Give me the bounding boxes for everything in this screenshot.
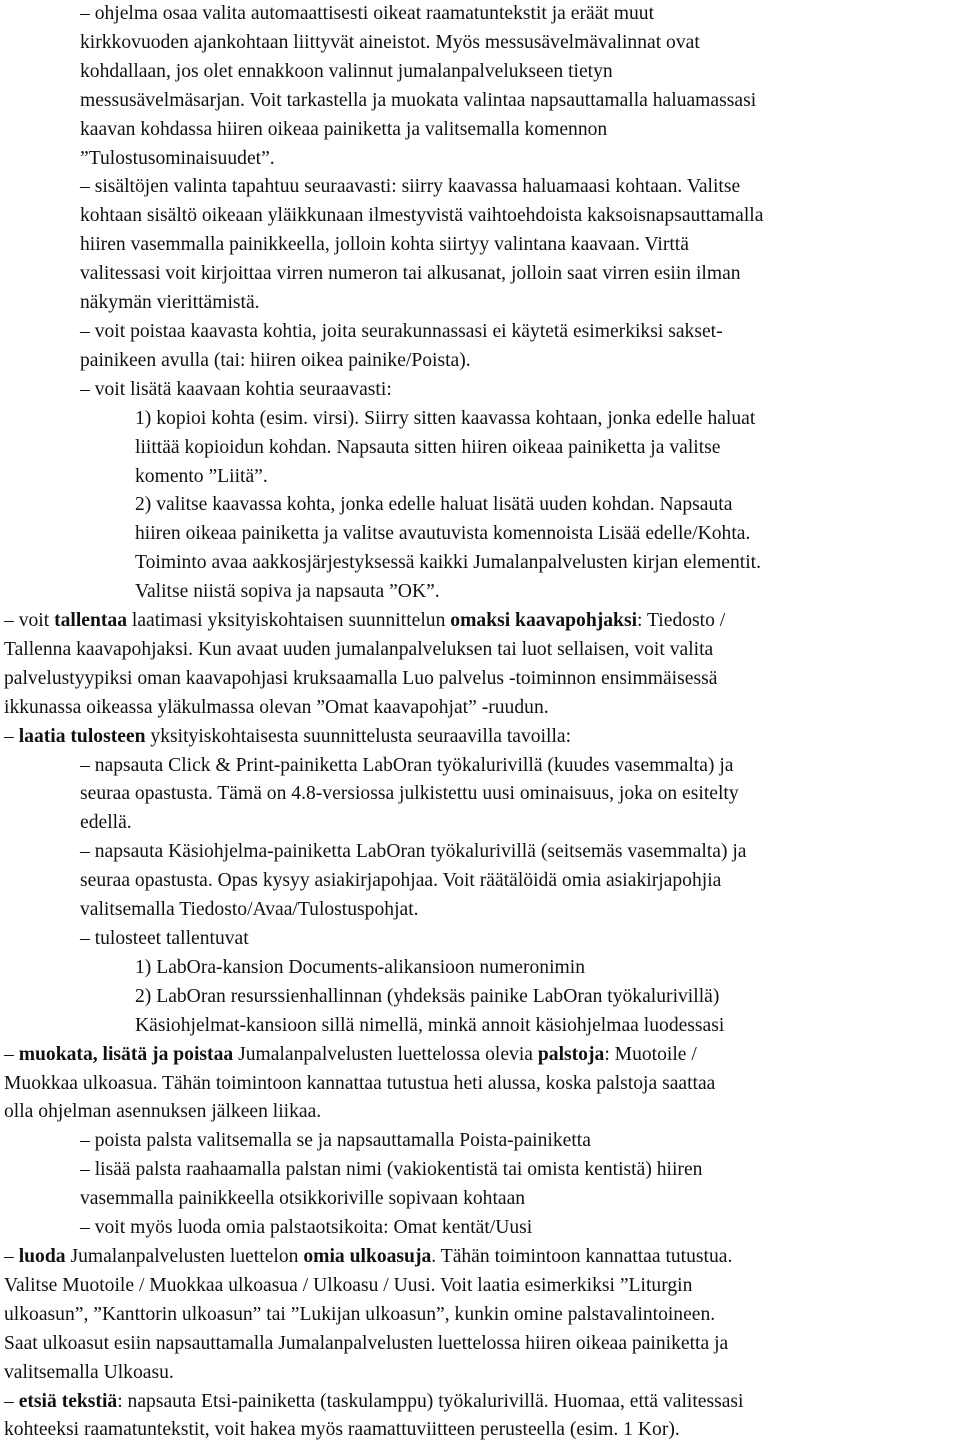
text-run: valitsemalla Tiedosto/Avaa/Tulostuspohjat. [80,899,419,921]
text-run: komento ”Liitä”. [135,465,268,487]
text-run: – voit [4,610,55,632]
paragraph-b17-start [0,1243,960,1272]
paragraph-b17-line [0,1359,960,1388]
text-run: – voit lisätä kaavaan kohtia seuraavasti: [80,378,392,400]
paragraph-b11-start [0,925,960,954]
paragraph-b13-line [0,1098,960,1127]
text-run: messusävelmäsarjan. Voit tarkastella ja muokata valintaa napsauttamalla haluamassasi [80,89,757,111]
paragraph-b2-line [0,260,960,289]
text-run: – sisältöjen valinta tapahtuu seuraavasti: siirry kaavassa haluamaasi kohtaan. Valitse [80,176,741,198]
paragraph-b15-line [0,1185,960,1214]
text-run: Muokkaa ulkoasua. Tähän toimintoon kannattaa tutustua heti alussa, koska palstoja saattaa [4,1072,716,1094]
paragraph-b3-line [0,347,960,376]
text-run: Käsiohjelmat-kansioon sillä nimellä, minkä annoit käsiohjelmaa luodessasi [135,1014,725,1036]
text-run: kohtaan sisältö oikeaan yläikkunaan ilmestyvistä vaihtoehdoista kaksoisnapsauttamalla [80,205,764,227]
text-run: valitessasi voit kirjoittaa virren numeron tai alkusanat, jolloin saat virren esiin ilman [80,263,741,285]
text-run: – poista palsta valitsemalla se ja napsauttamalla Poista-painiketta [80,1130,591,1152]
text-run: – napsauta Käsiohjelma-painiketta LabOran työkalurivillä (seitsemäs vasemmalta) ja [80,841,747,863]
paragraph-b1-line [0,116,960,145]
paragraph-b17-line [0,1272,960,1301]
paragraph-b18-line [0,1416,960,1445]
bold-term: etsiä tekstiä [18,1390,118,1412]
bold-term: luoda [18,1245,66,1267]
text-run: kirkkovuoden ajankohtaan liittyvät aineistot. Myös messusävelmävalinnat ovat [80,31,700,53]
paragraph-b2-start [0,173,960,202]
paragraph-b4-start [0,376,960,405]
paragraph-b7-start [0,607,960,636]
bold-term: omia ulkoasuja [303,1245,432,1267]
paragraph-b6-line [0,520,960,549]
text-run: : Muotoile / [604,1043,697,1065]
paragraph-b5-line [0,434,960,463]
text-run: Jumalanpalvelusten luettelossa olevia [233,1043,538,1065]
paragraph-b5-start [0,405,960,434]
paragraph-b12-line [0,983,960,1012]
text-run: – voit poistaa kaavasta kohtia, joita seurakunnassasi ei käytetä esimerkiksi sakset- [80,320,723,342]
paragraph-b2-line [0,289,960,318]
paragraph-b15-start [0,1156,960,1185]
bold-term: tallentaa [54,610,127,632]
paragraph-b7-line [0,694,960,723]
paragraph-b9-line [0,780,960,809]
text-run: – napsauta Click & Print-painiketta LabOran työkalurivillä (kuudes vasemmalta) ja [80,754,734,776]
text-run: – tulosteet tallentuvat [80,928,249,949]
paragraph-b10-start [0,838,960,867]
paragraph-b1-start [0,0,960,29]
paragraph-b9-line [0,809,960,838]
text-run: painikeen avulla (tai: hiiren oikea painike/Poista). [80,349,471,371]
text-run: näkymän vierittämistä. [80,292,260,314]
text-run: hiiren oikeaa painiketta ja valitse avautuvista komennoista Lisää edelle/Kohta. [135,523,751,545]
text-run: – [4,1043,19,1065]
paragraph-b7-line [0,636,960,665]
text-run: edellä. [80,812,132,834]
text-run: liittää kopioidun kohdan. Napsauta sitten hiiren oikeaa painiketta ja valitse [135,436,721,458]
paragraph-b3-start [0,318,960,347]
text-run: – ohjelma osaa valita automaattisesti oikeat raamatuntekstit ja eräät muut [80,3,655,24]
text-run: Saat ulkoasut esiin napsauttamalla Jumalanpalvelusten luettelossa hiiren oikeaa painiketta ja [4,1332,729,1354]
bold-term: laatia tulosteen [18,725,146,747]
text-run: Valitse niistä sopiva ja napsauta ”OK”. [135,581,440,603]
paragraph-b14-start [0,1127,960,1156]
text-run: ulkoasun”, ”Kanttorin ulkoasun” tai ”Lukijan ulkoasun”, kunkin omine palstavalintoineen. [4,1303,716,1325]
text-run: hiiren vasemmalla painikkeella, jolloin kohta siirtyy valintana kaavaan. Virttä [80,234,689,256]
text-run: palvelustyypiksi oman kaavapohjasi kruksaamalla Luo palvelus -toiminnon ensimmäisessä [4,667,718,689]
bold-term: muokata, lisätä ja poistaa [18,1043,234,1065]
paragraph-b5-line [0,463,960,492]
text-run: – [4,725,19,747]
text-run: 1) LabOra-kansion Documents-alikansioon numeronimin [135,956,586,978]
paragraph-b9-start [0,752,960,781]
text-run: Valitse Muotoile / Muokkaa ulkoasua / Ulkoasu / Uusi. Voit laatia esimerkiksi ”Liturgin [4,1274,693,1296]
text-run: Tallenna kaavapohjaksi. Kun avaat uuden jumalanpalveluksen tai luot sellaisen, voit valita [4,638,714,660]
text-run: kaavan kohdassa hiiren oikeaa painiketta ja valitsemalla komennon [80,118,608,140]
paragraph-b18-start [0,1388,960,1417]
paragraph-b7-line [0,665,960,694]
bold-term: palstoja [537,1043,605,1065]
text-run: 2) valitse kaavassa kohta, jonka edelle haluat lisätä uuden kohdan. Napsauta [135,494,733,516]
text-run: 1) kopioi kohta (esim. virsi). Siirry sitten kaavassa kohtaan, jonka edelle haluat [135,407,756,429]
text-run: – [4,1245,19,1267]
text-run: laatimasi yksityiskohtaisen suunnittelun [127,610,451,632]
paragraph-b13-line [0,1070,960,1099]
paragraph-b17-line [0,1301,960,1330]
text-run: vasemmalla painikkeella otsikkoriville sopivaan kohtaan [80,1188,526,1210]
paragraph-b10-line [0,867,960,896]
paragraph-b12-line [0,1012,960,1041]
paragraph-b2-line [0,202,960,231]
text-run: Jumalanpalvelusten luettelon [65,1245,304,1267]
paragraph-b17-line [0,1330,960,1359]
text-run: 2) LabOran resurssienhallinnan (yhdeksäs painike LabOran työkalurivillä) [135,985,720,1007]
text-run: yksityiskohtaisesta suunnittelusta seuraavilla tavoilla: [145,725,572,747]
text-run: – [4,1390,19,1412]
text-run: – voit myös luoda omia palstaotsikoita: Omat kentät/Uusi [80,1217,533,1239]
text-run: seuraa opastusta. Opas kysyy asiakirjapohjaa. Voit räätälöidä omia asiakirjapohjia [80,870,722,892]
paragraph-b6-line [0,578,960,607]
paragraph-b10-line [0,896,960,925]
text-run: – lisää palsta raahaamalla palstan nimi (vakiokentistä tai omista kentistä) hiiren [80,1159,703,1181]
paragraph-b1-line [0,145,960,174]
text-run: kohdallaan, jos olet ennakkoon valinnut jumalanpalvelukseen tietyn [80,60,613,82]
text-run: . Tähän toimintoon kannattaa tutustua. [431,1245,733,1267]
text-run: : Tiedosto / [637,610,726,632]
bold-term: omaksi kaavapohjaksi [450,610,638,632]
paragraph-b1-line [0,29,960,58]
paragraph-b1-line [0,87,960,116]
paragraph-b13-start [0,1041,960,1070]
paragraph-b6-start [0,491,960,520]
paragraph-b6-line [0,549,960,578]
text-run: olla ohjelman asennuksen jälkeen liikaa. [4,1101,322,1123]
text-run: ”Tulostusominaisuudet”. [80,147,275,169]
paragraph-b8-start [0,723,960,752]
text-run: Toiminto avaa aakkosjärjestyksessä kaikki Jumalanpalvelusten kirjan elementit. [135,552,761,574]
text-run: kohteeksi raamatuntekstit, voit hakea myös raamattuviitteen perusteella (esim. 1 Kor). [4,1419,680,1441]
paragraph-b12-start [0,954,960,983]
text-run: : napsauta Etsi-painiketta (taskulamppu) työkalurivillä. Huomaa, että valitessasi [117,1390,744,1412]
text-run: valitsemalla Ulkoasu. [4,1361,174,1383]
text-run: ikkunassa oikeassa yläkulmassa olevan ”Omat kaavapohjat” -ruudun. [4,696,549,718]
paragraph-b2-line [0,231,960,260]
paragraph-b16-start [0,1214,960,1243]
text-run: seuraa opastusta. Tämä on 4.8-versiossa julkistettu uusi ominaisuus, joka on esitelty [80,783,739,805]
paragraph-b1-line [0,58,960,87]
